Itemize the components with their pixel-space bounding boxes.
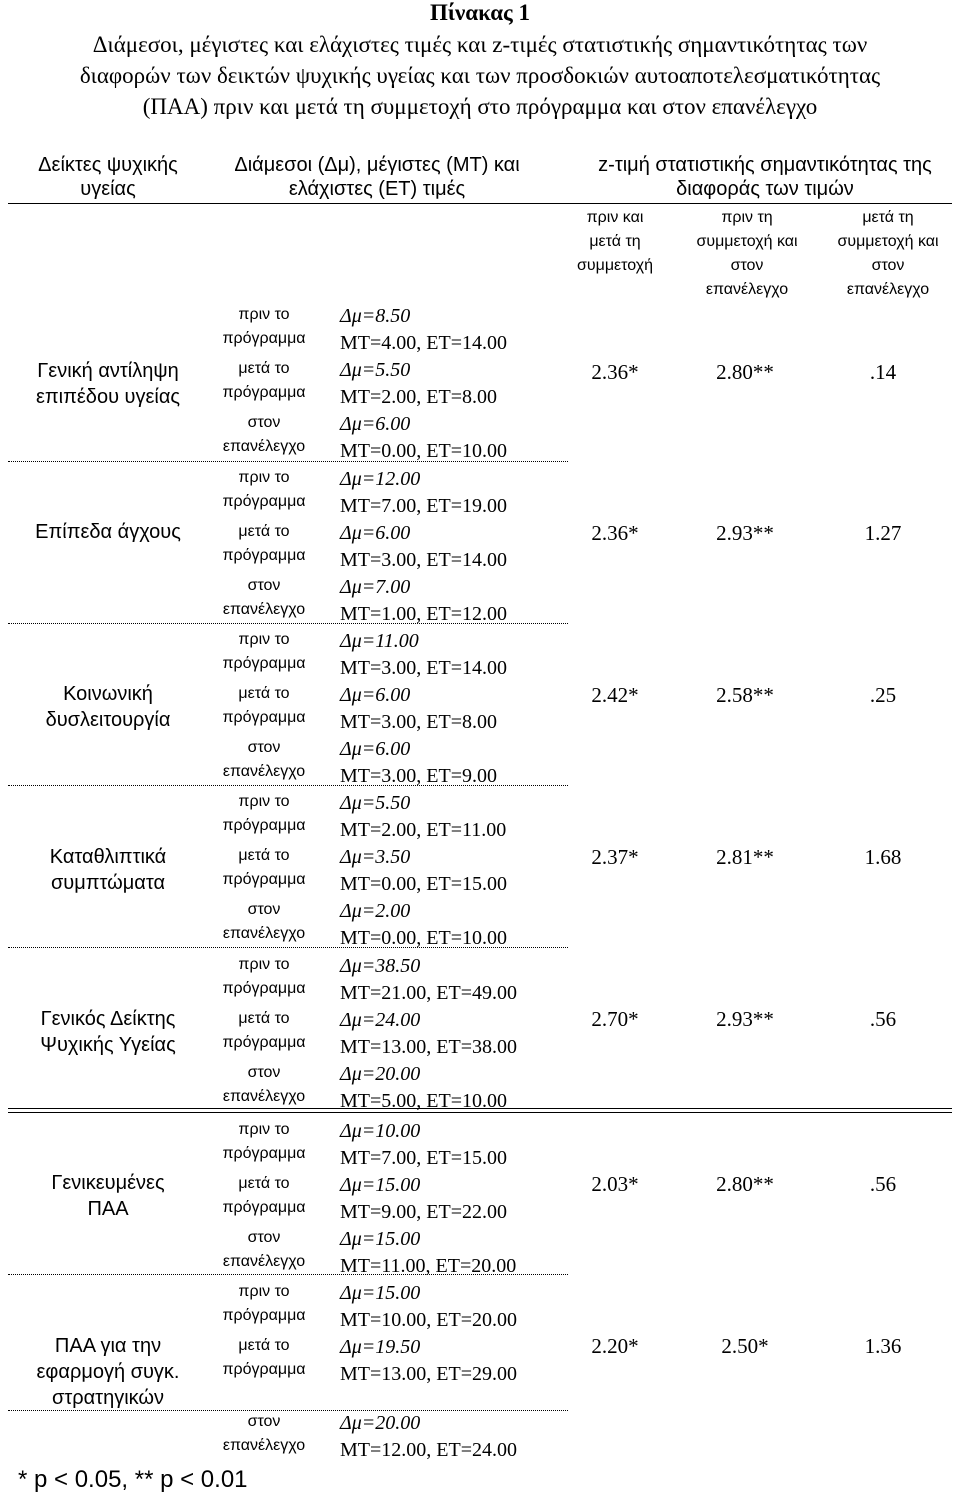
row-divider bbox=[8, 1410, 568, 1411]
median-range-cell: Δμ=20.00 ΜΤ=12.00, ΕΤ=24.00 bbox=[340, 1412, 517, 1461]
subheader-post-followup: μετά τη συμμετοχή και στον επανέλεγχο bbox=[837, 209, 939, 298]
median-range-cell: Δμ=12.00 ΜΤ=7.00, ΕΤ=19.00 bbox=[340, 468, 507, 517]
double-rule bbox=[8, 1108, 952, 1113]
median-range-cell: Δμ=2.00 ΜΤ=0.00, ΕΤ=10.00 bbox=[340, 900, 507, 949]
z-value: 2.03* bbox=[591, 1172, 639, 1196]
z-value: 2.50* bbox=[721, 1334, 769, 1358]
median-range-cell: Δμ=3.50 ΜΤ=0.00, ΕΤ=15.00 bbox=[340, 846, 507, 895]
z-value: 2.70* bbox=[591, 1007, 639, 1031]
indicator-label: Καταθλιπτικά συμπτώματα bbox=[49, 846, 167, 894]
phase-label: πριν το πρόγραμμα bbox=[222, 793, 306, 834]
median-range-cell: Δμ=6.00 ΜΤ=3.00, ΕΤ=9.00 bbox=[340, 738, 497, 787]
row-divider bbox=[8, 461, 568, 462]
phase-label: πριν το πρόγραμμα bbox=[222, 956, 306, 997]
header-indicators: Δείκτες ψυχικής υγείας bbox=[38, 154, 178, 200]
header-z-values: z-τιμή στατιστικής σημαντικότητας της διαφοράς των τιμών bbox=[598, 154, 932, 200]
z-value: .56 bbox=[869, 1172, 897, 1196]
phase-label: πριν το πρόγραμμα bbox=[222, 1121, 306, 1162]
z-value: 2.80** bbox=[716, 360, 774, 384]
row-divider bbox=[8, 947, 568, 948]
phase-label: στον επανέλεγχο bbox=[222, 577, 306, 618]
row-divider bbox=[8, 1274, 568, 1275]
median-range-cell: Δμ=6.00 ΜΤ=3.00, ΕΤ=14.00 bbox=[340, 522, 507, 571]
median-range-cell: Δμ=5.50 ΜΤ=2.00, ΕΤ=11.00 bbox=[340, 792, 507, 841]
z-value: 2.93** bbox=[716, 521, 774, 545]
phase-label: στον επανέλεγχο bbox=[222, 1229, 306, 1270]
z-value: 2.58** bbox=[716, 683, 774, 707]
z-value: 2.42* bbox=[591, 683, 639, 707]
phase-label: μετά το πρόγραμμα bbox=[222, 1175, 306, 1216]
row-divider bbox=[8, 623, 568, 624]
indicator-label: Γενικευμένες ΠΑΑ bbox=[51, 1172, 165, 1220]
subheader-pre-post: πριν και μετά τη συμμετοχή bbox=[576, 209, 654, 274]
median-range-cell: Δμ=8.50 ΜΤ=4.00, ΕΤ=14.00 bbox=[340, 305, 507, 354]
header-rule bbox=[8, 203, 952, 204]
z-value: .14 bbox=[869, 360, 897, 384]
indicator-label: Κοινωνική δυσλειτουργία bbox=[45, 683, 171, 731]
z-value: 2.80** bbox=[716, 1172, 774, 1196]
median-range-cell: Δμ=6.00 ΜΤ=0.00, ΕΤ=10.00 bbox=[340, 413, 507, 462]
phase-label: πριν το πρόγραμμα bbox=[222, 631, 306, 672]
header-medians: Διάμεσοι (Δμ), μέγιστες (ΜΤ) και ελάχιστες (ΕΤ) τιμές bbox=[234, 154, 520, 200]
phase-label: πριν το πρόγραμμα bbox=[222, 306, 306, 347]
median-range-cell: Δμ=10.00 ΜΤ=7.00, ΕΤ=15.00 bbox=[340, 1120, 507, 1169]
z-value: 2.20* bbox=[591, 1334, 639, 1358]
phase-label: στον επανέλεγχο bbox=[222, 414, 306, 455]
phase-label: πριν το πρόγραμμα bbox=[222, 1283, 306, 1324]
median-range-cell: Δμ=38.50 ΜΤ=21.00, ΕΤ=49.00 bbox=[340, 955, 517, 1004]
z-value: .25 bbox=[869, 683, 897, 707]
z-value: 2.81** bbox=[716, 845, 774, 869]
phase-label: στον επανέλεγχο bbox=[222, 739, 306, 780]
z-value: .56 bbox=[869, 1007, 897, 1031]
phase-label: μετά το πρόγραμμα bbox=[222, 360, 306, 401]
table-caption-number: Πίνακας 1 bbox=[429, 0, 531, 25]
median-range-cell: Δμ=15.00 ΜΤ=10.00, ΕΤ=20.00 bbox=[340, 1282, 517, 1331]
median-range-cell: Δμ=15.00 ΜΤ=11.00, ΕΤ=20.00 bbox=[340, 1228, 517, 1277]
indicator-label: Γενική αντίληψη επιπέδου υγείας bbox=[35, 360, 181, 408]
footnote: * p < 0.05, ** p < 0.01 bbox=[18, 1466, 248, 1493]
median-range-cell: Δμ=19.50 ΜΤ=13.00, ΕΤ=29.00 bbox=[340, 1336, 517, 1385]
table-caption-line: Διάμεσοι, μέγιστες και ελάχιστες τιμές και z-τιμές στατιστικής σημαντικότητας των bbox=[92, 32, 868, 57]
z-value: 2.36* bbox=[591, 521, 639, 545]
table-caption-line: (ΠΑΑ) πριν και μετά τη συμμετοχή στο πρόγραμμα και στον επανέλεγχο bbox=[142, 94, 818, 119]
subheader-pre-followup: πριν τη συμμετοχή και στον επανέλεγχο bbox=[696, 209, 798, 298]
median-range-cell: Δμ=6.00 ΜΤ=3.00, ΕΤ=8.00 bbox=[340, 684, 497, 733]
indicator-label: Επίπεδα άγχους bbox=[35, 521, 181, 543]
indicator-label: ΠΑΑ για την εφαρμογή συγκ. στρατηγικών bbox=[36, 1335, 180, 1409]
phase-label: μετά το πρόγραμμα bbox=[222, 523, 306, 564]
median-range-cell: Δμ=24.00 ΜΤ=13.00, ΕΤ=38.00 bbox=[340, 1009, 517, 1058]
z-value: 2.37* bbox=[591, 845, 639, 869]
phase-label: στον επανέλεγχο bbox=[222, 1413, 306, 1454]
z-value: 2.93** bbox=[716, 1007, 774, 1031]
z-value: 2.36* bbox=[591, 360, 639, 384]
phase-label: στον επανέλεγχο bbox=[222, 901, 306, 942]
indicator-label: Γενικός Δείκτης Ψυχικής Υγείας bbox=[40, 1008, 176, 1056]
median-range-cell: Δμ=11.00 ΜΤ=3.00, ΕΤ=14.00 bbox=[340, 630, 507, 679]
median-range-cell: Δμ=20.00 ΜΤ=5.00, ΕΤ=10.00 bbox=[340, 1063, 507, 1112]
phase-label: μετά το πρόγραμμα bbox=[222, 1337, 306, 1378]
median-range-cell: Δμ=15.00 ΜΤ=9.00, ΕΤ=22.00 bbox=[340, 1174, 507, 1223]
row-divider bbox=[8, 785, 568, 786]
phase-label: μετά το πρόγραμμα bbox=[222, 847, 306, 888]
table-caption-line: διαφορών των δεικτών ψυχικής υγείας και των προσδοκιών αυτοαποτελεσματικότητας bbox=[79, 63, 881, 88]
phase-label: στον επανέλεγχο bbox=[222, 1064, 306, 1105]
z-value: 1.68 bbox=[864, 845, 902, 869]
z-value: 1.36 bbox=[864, 1334, 902, 1358]
phase-label: μετά το πρόγραμμα bbox=[222, 685, 306, 726]
median-range-cell: Δμ=7.00 ΜΤ=1.00, ΕΤ=12.00 bbox=[340, 576, 507, 625]
phase-label: πριν το πρόγραμμα bbox=[222, 469, 306, 510]
phase-label: μετά το πρόγραμμα bbox=[222, 1010, 306, 1051]
median-range-cell: Δμ=5.50 ΜΤ=2.00, ΕΤ=8.00 bbox=[340, 359, 497, 408]
z-value: 1.27 bbox=[864, 521, 902, 545]
